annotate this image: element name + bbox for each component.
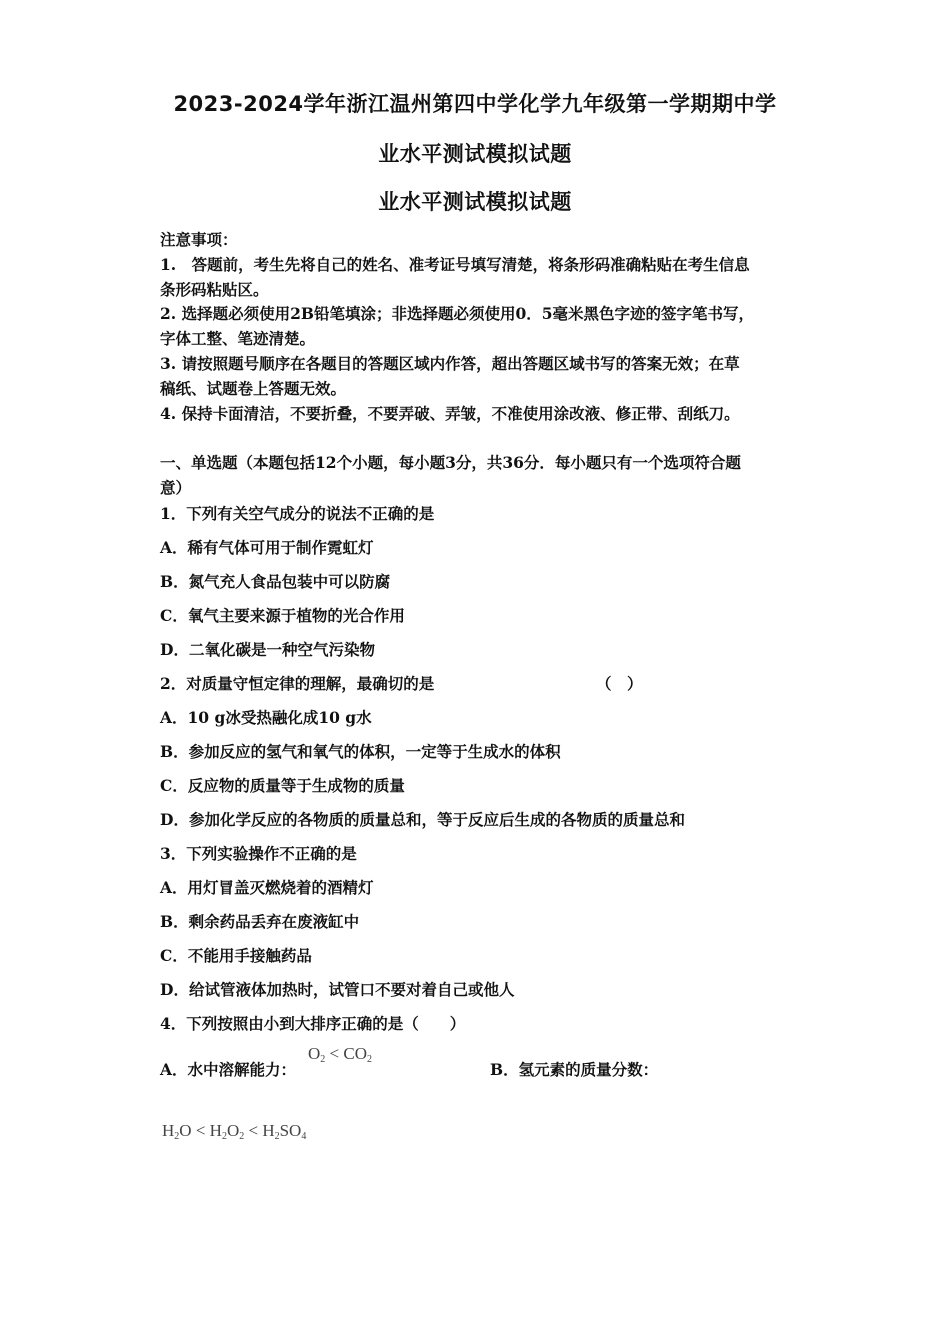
q2-answer-bracket: （ ） [596, 674, 643, 693]
q1-option-c: C．氧气主要来源于植物的光合作用 [160, 606, 405, 625]
formula-h2o2-o-subscript: 2 [239, 1131, 245, 1142]
notice-item-1: 1. 答题前，考生先将自己的姓名、准考证号填写清楚，将条形码准确粘贴在考生信息 [160, 255, 750, 274]
formula-h2so4-so-subscript: 4 [301, 1131, 307, 1142]
notice-item-2-cont: 字体工整、笔迹清楚。 [160, 329, 316, 348]
formula-h2so4-so: SO [279, 1121, 302, 1140]
formula-o: O [308, 1044, 321, 1063]
formula-h2o2-o: O [226, 1121, 240, 1140]
q1-option-a: A．稀有气体可用于制作霓虹灯 [160, 538, 374, 557]
q3-stem: 3．下列实验操作不正确的是 [160, 844, 357, 863]
formula-o-subscript: 2 [320, 1054, 326, 1065]
formula-h2so4-h: H [262, 1121, 275, 1140]
q4-option-b-label: B．氢元素的质量分数： [490, 1060, 659, 1079]
q3-option-b: B．剩余药品丢弃在废液缸中 [160, 912, 360, 931]
section-heading: 一、单选题（本题包括12个小题，每小题3分，共36分．每小题只有一个选项符合题 [160, 453, 741, 472]
q3-option-d: D．给试管液体加热时，试管口不要对着自己或他人 [160, 980, 515, 999]
q4-option-a-label: A．水中溶解能力： [160, 1060, 297, 1079]
formula-h2o2-h-subscript: 2 [221, 1131, 227, 1142]
formula-h2o-h-subscript: 2 [174, 1131, 180, 1142]
q2-option-c: C．反应物的质量等于生成物的质量 [160, 776, 405, 795]
notice-item-4: 4. 保持卡面清洁，不要折叠，不要弄破、弄皱，不准使用涂改液、修正带、刮纸刀。 [160, 404, 740, 423]
formula-co: CO [343, 1044, 367, 1063]
notice-item-3-cont: 稿纸、试题卷上答题无效。 [160, 379, 347, 398]
formula-less-than-1: < [191, 1121, 210, 1140]
q4-option-b-formula [162, 1121, 306, 1142]
formula-h2o-o: O [179, 1121, 192, 1140]
formula-h2o-h: H [162, 1121, 175, 1140]
notice-item-3: 3. 请按照题号顺序在各题目的答题区域内作答，超出答题区域书写的答案无效；在草 [160, 354, 740, 373]
q2-option-b: B．参加反应的氢气和氧气的体积，一定等于生成水的体积 [160, 742, 561, 761]
notice-item-1-cont: 条形码粘贴区。 [160, 280, 269, 299]
q2-option-d: D．参加化学反应的各物质的质量总和，等于反应后生成的各物质的质量总和 [160, 810, 685, 829]
q1-option-b: B．氮气充人食品包装中可以防腐 [160, 572, 391, 591]
q4-stem: 4．下列按照由小到大排序正确的是（ ） [160, 1014, 466, 1033]
exam-title-line-1: 2023-2024学年浙江温州第四中学化学九年级第一学期期中学 [173, 92, 777, 116]
q1-stem: 1．下列有关空气成分的说法不正确的是 [160, 504, 435, 523]
q1-option-d: D．二氧化碳是一种空气污染物 [160, 640, 375, 659]
formula-h2o2-h: H [209, 1121, 222, 1140]
formula-co-subscript: 2 [367, 1054, 372, 1065]
formula-less-than-2: < [244, 1121, 263, 1140]
section-heading-cont: 意） [160, 478, 192, 497]
exam-title-line-3: 业水平测试模拟试题 [378, 190, 572, 214]
notice-heading: 注意事项： [160, 230, 238, 249]
q3-option-c: C．不能用手接触药品 [160, 946, 312, 965]
q4-option-a-formula [308, 1044, 372, 1065]
exam-title-line-2: 业水平测试模拟试题 [378, 142, 572, 166]
q2-stem: 2．对质量守恒定律的理解，最确切的是 [160, 674, 435, 693]
formula-h2so4-h-subscript: 2 [274, 1131, 280, 1142]
notice-item-2: 2. 选择题必须使用2B铅笔填涂；非选择题必须使用0．5毫米黑色字迹的签字笔书写， [160, 304, 755, 323]
formula-less-than: < [325, 1044, 344, 1063]
q2-option-a: A．10 g冰受热融化成10 g水 [160, 708, 372, 727]
q3-option-a: A．用灯冒盖灭燃烧着的酒精灯 [160, 878, 374, 897]
